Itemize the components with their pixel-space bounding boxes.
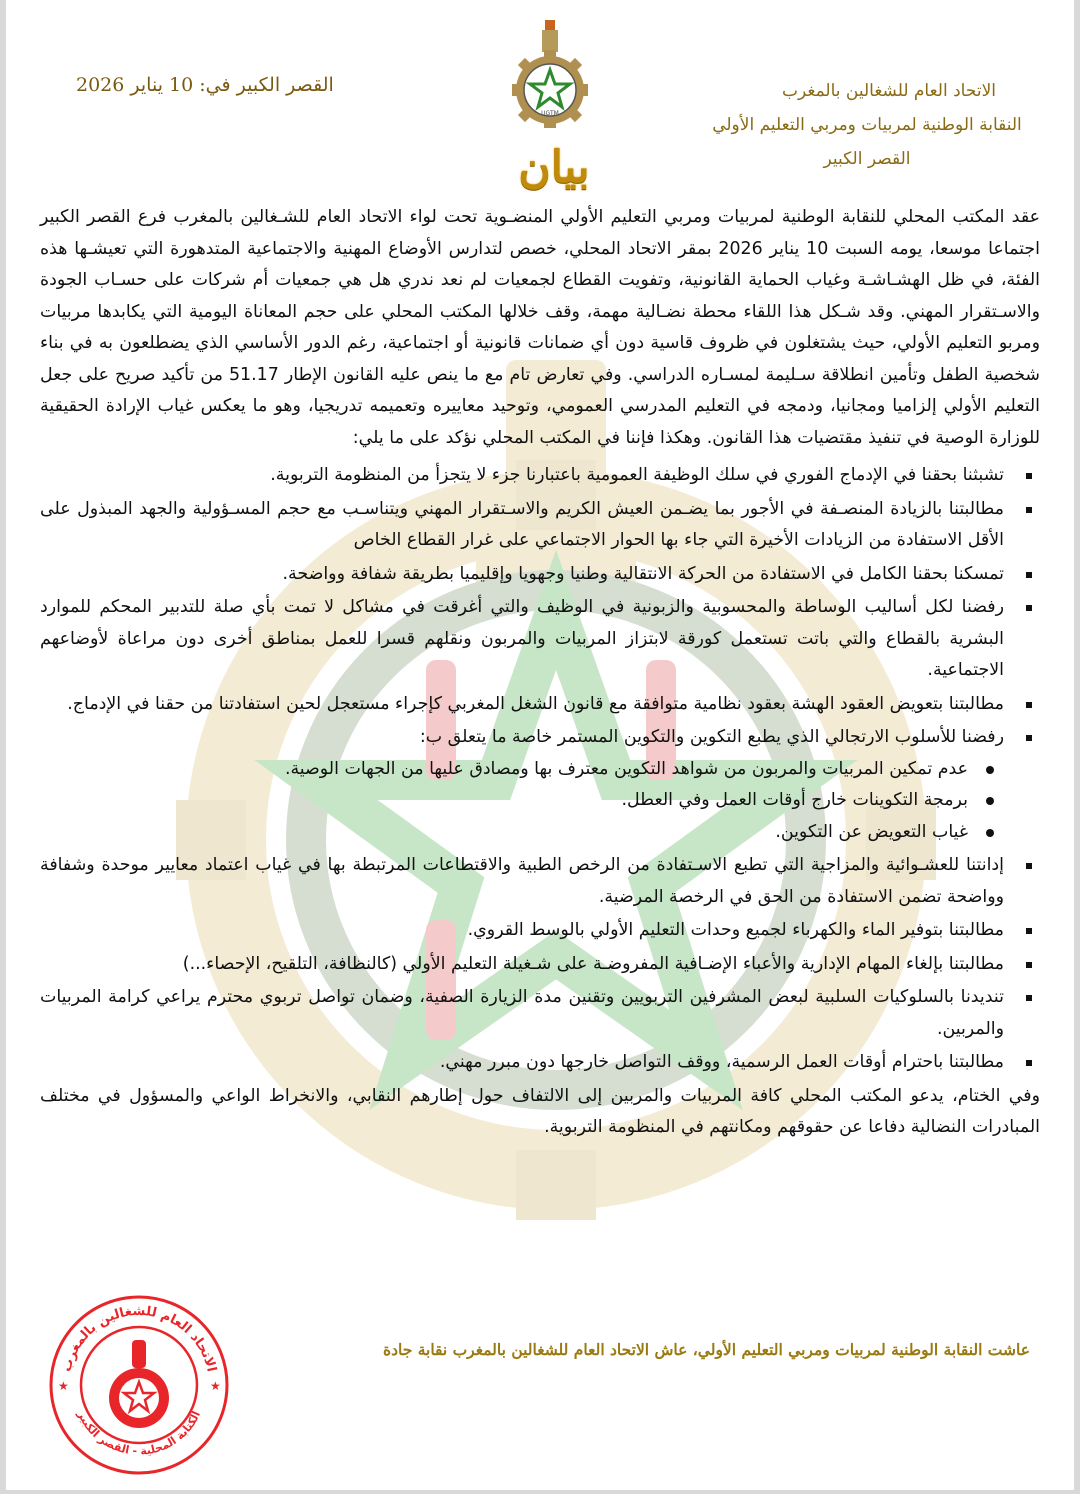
- org-union-name: الاتحاد العام للشغالين بالمغرب: [781, 81, 996, 101]
- demand-item: إدانتنا للعشـوائية والمزاجية التي تطبع الاسـتفادة من الرخص الطبية والاقتطاعات المرتبطة بها في غياب اعتماد معايير موحدة وشفافة وواضحة تضمن الاستفادة من الحق في الرخصة المرضية.: [40, 850, 1004, 913]
- intro-paragraph: عقد المكتب المحلي للنقابة الوطنية لمربيات ومربي التعليم الأولي المنضـوية تحت لواء الاتحاد العام للشـغالين بالمغرب فرع القصر الكبير اجتماعا موسعا، يومه السبت 10 يناير 2026 بمقر الاتحاد المحلي، خصص لتدارس الأوضاع المهنية والاجتماعية المتدهورة التي تعيشـها هذه الفئة، في ظل الهشـاشـة وغياب الحماية القانونية، وتفويت القطاع لجمعيات لم نعد ندري هل هي جمعيات أم شركات على حسـاب الجودة والاسـتقرار المهني. وقد شـكل هذا اللقاء محطة نضـالية مهمة، وقف خلالها المكتب المحلي على حجم المعاناة اليومية التي يكابدها مربيات ومربو التعليم الأولي، حيث يشتغلون في ظروف قاسية دون أي ضمانات قانونية أو اجتماعية، رغم الدور الأساسي الذي يضطلعون به في بناء شخصية الطفل وتأمين انطلاقة سـليمة لمسـاره الدراسي. وفي تعارض تام مع ما ينص عليه القانون الإطار 51.17 من تأكيد صريح على جعل التعليم الأولي إلزاميا ومجانيا، ودمجه في التعليم المدرسي العمومي، وتوحيد معاييره وتعميمه تدريجيا، وهو ما يعكس غياب الإرادة الحقيقية للوزارة الوصية في تنفيذ مقتضيات هذا القانون. وهكذا فإننا في المكتب المحلي نؤكد على ما يلي:: [40, 207, 1040, 448]
- official-stamp-icon: [44, 1290, 234, 1480]
- demand-item: تشبثنا بحقنا في الإدماج الفوري في سلك الوظيفة العمومية باعتبارنا جزء لا يتجزأ من المنظومة التربوية.: [40, 460, 1004, 492]
- statement-body: [40, 202, 1040, 1144]
- svg-text:UGTM: UGTM: [541, 110, 559, 117]
- ugtm-logo-icon: [500, 20, 600, 130]
- demand-item: تنديدنا بالسلوكيات السلبية لبعض المشرفين التربويين وتقنين مدة الزيارة الصفية، وضمان تواصل تربوي محترم يراعي كرامة المربيات والمربين.: [40, 982, 1004, 1045]
- stamp-outer-text: الاتحاد العام للشغالين بالمغرب: [59, 1303, 219, 1374]
- demand-item: تمسكنا بحقنا الكامل في الاستفادة من الحركة الانتقالية وطنيا وجهويا وإقليميا بطريقة شفافة وواضحة.: [40, 559, 1004, 591]
- svg-text:★: ★: [58, 1379, 69, 1393]
- sub-item: غياب التعويض عن التكوين.: [40, 817, 968, 849]
- organization-header: [702, 74, 1032, 176]
- document-title: بيان: [518, 142, 590, 193]
- demand-item: رفضنا لكل أساليب الوساطة والمحسوبية والزبونية في الوظيف والتي أغرقت في مشاكل لا تمت بأي صلة للتدبير المحكم للموارد البشرية بالقطاع والتي باتت تستعمل كورقة لابتزاز المربيات والمربون ونقلهم قسرا للعمل بمناطق أخرى دون مراعاة لأوضاعهم الاجتماعية.: [40, 592, 1004, 687]
- org-branch-name: القصر الكبير: [823, 149, 911, 169]
- closing-paragraph: وفي الختام، يدعو المكتب المحلي كافة المربيات والمربين إلى الالتفاف حول إطارهم النقابي، والانخراط الواعي والمسؤول في مختلف المبادرات النضالية دفاعا عن حقوقهم ومكانتهم في المنظومة التربوية.: [40, 1085, 1040, 1137]
- document-page: [6, 0, 1074, 1490]
- svg-text:★: ★: [210, 1379, 221, 1393]
- demand-item: مطالبتنا باحترام أوقات العمل الرسمية، ووقف التواصل خارجها دون مبرر مهني.: [40, 1047, 1004, 1079]
- closing-slogan: عاشت النقابة الوطنية لمربيات ومربي التعليم الأولي، عاش الاتحاد العام للشغالين بالمغرب نقابة جادة: [382, 1340, 1030, 1359]
- training-sublist: [40, 754, 1004, 849]
- demand-item: مطالبتنا بإلغاء المهام الإدارية والأعباء الإضـافية المفروضـة على شـغيلة التعليم الأولي (كالنظافة، التلقيح، الإحصاء...): [40, 949, 1004, 981]
- demand-item: مطالبتنا بتعويض العقود الهشة بعقود نظامية متوافقة مع قانون الشغل المغربي كإجراء مستعجل لحين استفادتنا من حقنا في الإدماج.: [40, 689, 1004, 721]
- sub-item: عدم تمكين المربيات والمربون من شواهد التكوين معترف بها ومصادق عليها من الجهات الوصية.: [40, 754, 968, 786]
- demand-item: رفضنا للأسلوب الارتجالي الذي يطبع التكوين والتكوين المستمر خاصة ما يتعلق ب: عدم تمكين المربيات والمربون من شواهد التكوين معترف بها ومصادق عليها من الجهات الوصية. برمجة التكوينات خارج أوقات العمل وفي العطل. غياب التعويض عن التكوين.: [40, 722, 1004, 848]
- document-date: القصر الكبير في: 10 يناير 2026: [76, 74, 334, 96]
- stamp-bottom-text: الكتابة المحلية - القصر الكبير: [75, 1409, 203, 1458]
- demand-item: مطالبتنا بالزيادة المنصـفة في الأجور بما يضـمن العيش الكريم والاسـتقرار المهني ويتناسـب مع حجم المسـؤولية والجهد المبذول على الأقل الاستفادة من الزيادات الأخيرة التي جاء بها الحوار الاجتماعي على غرار القطاع الخاص: [40, 494, 1004, 557]
- sub-item: برمجة التكوينات خارج أوقات العمل وفي العطل.: [40, 785, 968, 817]
- demand-item: مطالبتنا بتوفير الماء والكهرباء لجميع وحدات التعليم الأولي بالوسط القروي.: [40, 915, 1004, 947]
- org-syndicate-name: النقابة الوطنية لمربيات ومربي التعليم الأولي: [712, 115, 1022, 135]
- demands-list: [40, 460, 1040, 1079]
